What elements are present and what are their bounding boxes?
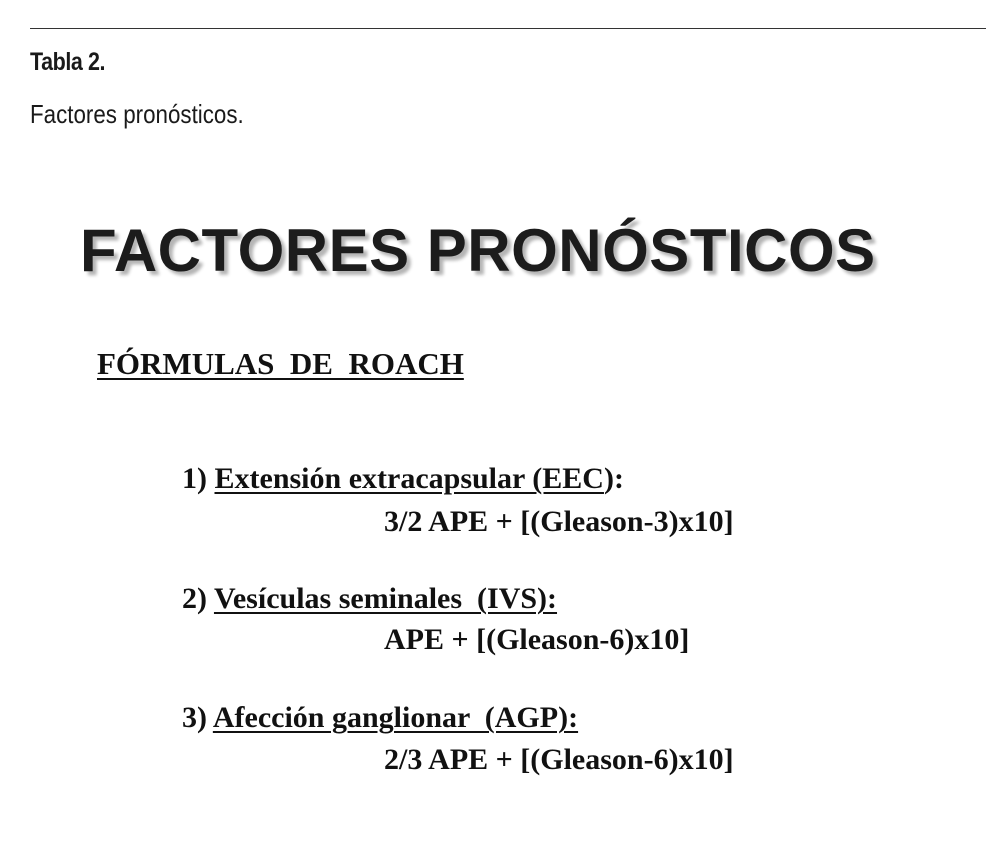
formula-3-number: 3) xyxy=(182,701,213,734)
section-heading: FÓRMULAS DE ROACH xyxy=(97,346,464,381)
slide-title: FACTORES PRONÓSTICOS xyxy=(80,217,876,284)
formula-1-expression: 3/2 APE + [(Gleason-3)x10] xyxy=(384,505,734,538)
formula-2-name: Vesículas seminales (IVS): xyxy=(213,582,558,615)
formula-2-label xyxy=(182,582,557,616)
formula-3-name: Afección ganglionar (AGP): xyxy=(212,701,579,734)
formula-3-label xyxy=(182,701,578,735)
formula-1-label xyxy=(182,462,624,496)
table-caption-text: Factores pronósticos. xyxy=(30,99,244,129)
formula-3-expression: 2/3 APE + [(Gleason-6)x10] xyxy=(384,743,734,776)
table-caption-label: Tabla 2. xyxy=(30,48,106,76)
formula-1-suffix: ): xyxy=(603,462,624,495)
formula-2-number: 2) xyxy=(182,582,214,615)
formula-2-expression: APE + [(Gleason-6)x10] xyxy=(384,623,690,656)
top-divider xyxy=(30,28,986,29)
formula-1-name: Extensión extracapsular (EEC xyxy=(214,462,604,495)
formula-1-number: 1) xyxy=(182,462,215,495)
